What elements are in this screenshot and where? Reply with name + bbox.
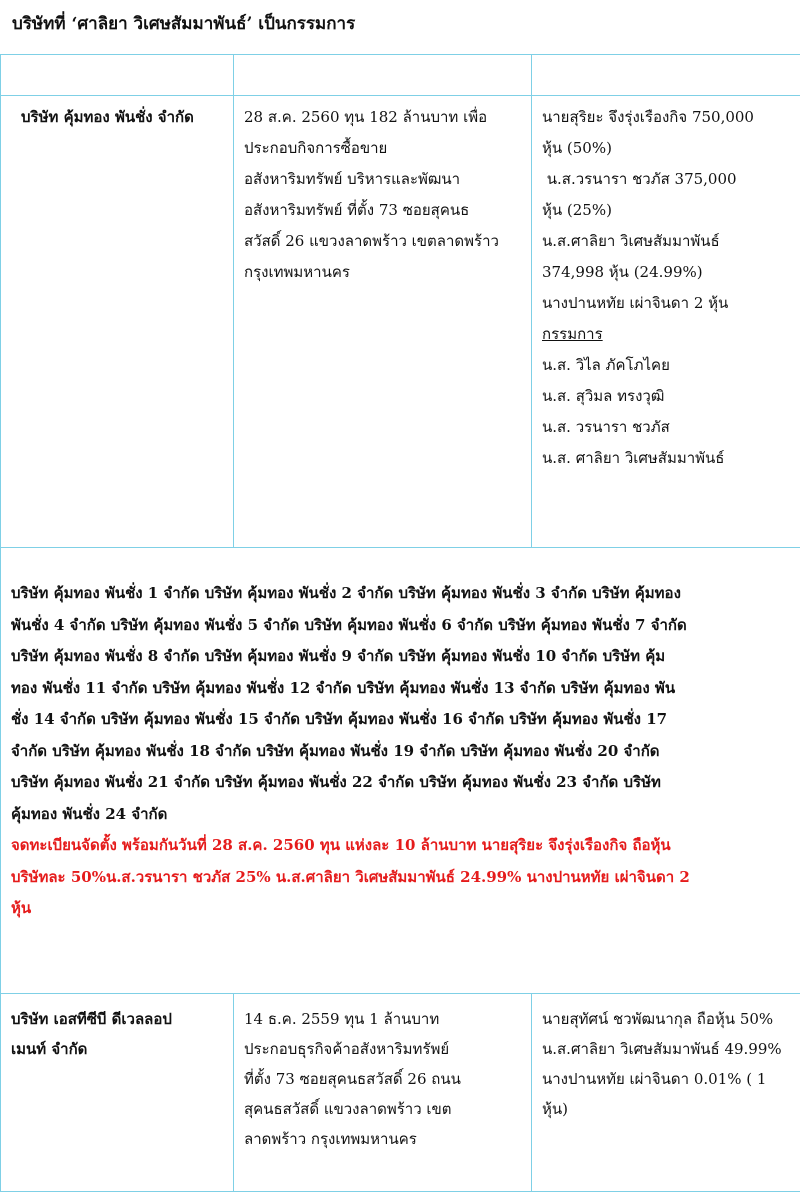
companies-line: บริษัท คุ้มทอง พันชั่ง 8 จำกัด บริษัท คุ้มทอง พันชั่ง 9 จำกัด บริษัท คุ้มทอง พันชั่ง 10 จำกัด บริษัท คุ้ม xyxy=(11,641,790,673)
company-name-line: บริษัท เอสทีซีบี ดีเวลลอป xyxy=(11,1004,223,1034)
table-row-merged xyxy=(1,548,800,994)
shareholder-line: น.ส.วรนารา ชวภัส 375,000 xyxy=(542,164,790,195)
subsidiary-companies-cell xyxy=(1,548,800,994)
companies-line: บริษัท คุ้มทอง พันชั่ง 21 จำกัด บริษัท คุ้มทอง พันชั่ง 22 จำกัด บริษัท คุ้มทอง พันชั่ง 23 จำกัด บริษัท xyxy=(11,767,790,799)
detail-line: ที่ตั้ง 73 ซอยสุคนธสวัสดิ์ 26 ถนน xyxy=(244,1064,521,1094)
shareholder-line: น.ส.ศาลิยา วิเศษสัมมาพันธ์ xyxy=(542,226,790,257)
company-name-line: เมนท์ จำกัด xyxy=(11,1034,223,1064)
shareholder-line: หุ้น (50%) xyxy=(542,133,790,164)
detail-line: ลาดพร้าว กรุงเทพมหานคร xyxy=(244,1124,521,1154)
company-name xyxy=(1,994,234,1192)
shareholder-line: นายสุริยะ จึงรุ่งเรืองกิจ 750,000 xyxy=(542,102,790,133)
company-shareholders xyxy=(532,994,800,1192)
directors-label: กรรมการ xyxy=(542,319,790,350)
director-line: น.ส. วรนารา ชวภัส xyxy=(542,412,790,443)
registration-note-line: หุ้น xyxy=(11,893,790,925)
table-row xyxy=(1,994,800,1192)
registration-note-line: บริษัทละ 50%น.ส.วรนารา ชวภัส 25% น.ส.ศาลิยา วิเศษสัมมาพันธ์ 24.99% นางปานหทัย เผ่าจินดา 2 xyxy=(11,862,790,894)
table-row xyxy=(1,96,800,548)
shareholder-line: นางปานหทัย เผ่าจินดา 2 หุ้น xyxy=(542,288,790,319)
director-line: น.ส. ศาลิยา วิเศษสัมมาพันธ์ xyxy=(542,443,790,474)
detail-line: 28 ส.ค. 2560 ทุน 182 ล้านบาท เพื่อ xyxy=(244,102,521,133)
directorship-table xyxy=(0,54,800,1192)
detail-line: อสังหาริมทรัพย์ ที่ตั้ง 73 ซอยสุคนธ xyxy=(244,195,521,226)
header-details: จดทะเบียน ทุน ประเภท ที่ตั้ง xyxy=(234,55,532,96)
company-shareholders xyxy=(532,96,800,548)
companies-line: บริษัท คุ้มทอง พันชั่ง 1 จำกัด บริษัท คุ้มทอง พันชั่ง 2 จำกัด บริษัท คุ้มทอง พันชั่ง 3 จำกัด บริษัท คุ้มทอง xyxy=(11,578,790,610)
detail-line: ประกอบธุรกิจค้าอสังหาริมทรัพย์ xyxy=(244,1034,521,1064)
shareholder-line: หุ้น (25%) xyxy=(542,195,790,226)
detail-line: สุคนธสวัสดิ์ แขวงลาดพร้าว เขต xyxy=(244,1094,521,1124)
registration-note-line: จดทะเบียนจัดตั้ง พร้อมกันวันที่ 28 ส.ค. 2560 ทุน แห่งละ 10 ล้านบาท นายสุริยะ จึงรุ่งเรืองกิจ ถือหุ้น xyxy=(11,830,790,862)
companies-line: ทอง พันชั่ง 11 จำกัด บริษัท คุ้มทอง พันชั่ง 12 จำกัด บริษัท คุ้มทอง พันชั่ง 13 จำกัด บริษัท คุ้มทอง พัน xyxy=(11,673,790,705)
header-name: ชื่อ xyxy=(1,55,234,96)
director-line: น.ส. สุวิมล ทรงวุฒิ xyxy=(542,381,790,412)
detail-line: อสังหาริมทรัพย์ บริหารและพัฒนา xyxy=(244,164,521,195)
company-details xyxy=(234,96,532,548)
company-name: บริษัท คุ้มทอง พันชั่ง จำกัด xyxy=(1,96,234,548)
companies-line: จำกัด บริษัท คุ้มทอง พันชั่ง 18 จำกัด บริษัท คุ้มทอง พันชั่ง 19 จำกัด บริษัท คุ้มทอง พันชั่ง 20 จำกัด xyxy=(11,736,790,768)
company-details xyxy=(234,994,532,1192)
table-header-row xyxy=(1,55,800,96)
detail-line: สวัสดิ์ 26 แขวงลาดพร้าว เขตลาดพร้าว xyxy=(244,226,521,257)
companies-line: คุ้มทอง พันชั่ง 24 จำกัด xyxy=(11,799,790,831)
detail-line: กรุงเทพมหานคร xyxy=(244,257,521,288)
page-title: บริษัทที่ ‘ศาลิยา วิเศษสัมมาพันธ์’ เป็นกรรมการ xyxy=(0,0,800,54)
shareholder-line: นายสุทัศน์ ชวพัฒนากุล ถือหุ้น 50% xyxy=(542,1004,790,1034)
detail-line: ประกอบกิจการซื้อขาย xyxy=(244,133,521,164)
shareholder-line: น.ส.ศาลิยา วิเศษสัมมาพันธ์ 49.99% xyxy=(542,1034,790,1064)
director-line: น.ส. วิไล ภัคโภไคย xyxy=(542,350,790,381)
shareholder-line: 374,998 หุ้น (24.99%) xyxy=(542,257,790,288)
companies-line: พันชั่ง 4 จำกัด บริษัท คุ้มทอง พันชั่ง 5 จำกัด บริษัท คุ้มทอง พันชั่ง 6 จำกัด บริษัท คุ้มทอง พันชั่ง 7 จำกัด xyxy=(11,610,790,642)
shareholder-line: หุ้น) xyxy=(542,1094,790,1124)
companies-line: ชั่ง 14 จำกัด บริษัท คุ้มทอง พันชั่ง 15 จำกัด บริษัท คุ้มทอง พันชั่ง 16 จำกัด บริษัท คุ้มทอง พันชั่ง 17 xyxy=(11,704,790,736)
detail-line: 14 ธ.ค. 2559 ทุน 1 ล้านบาท xyxy=(244,1004,521,1034)
shareholder-line: นางปานหทัย เผ่าจินดา 0.01% ( 1 xyxy=(542,1064,790,1094)
header-shareholders: ผู้ถือหุ้น xyxy=(532,55,800,96)
